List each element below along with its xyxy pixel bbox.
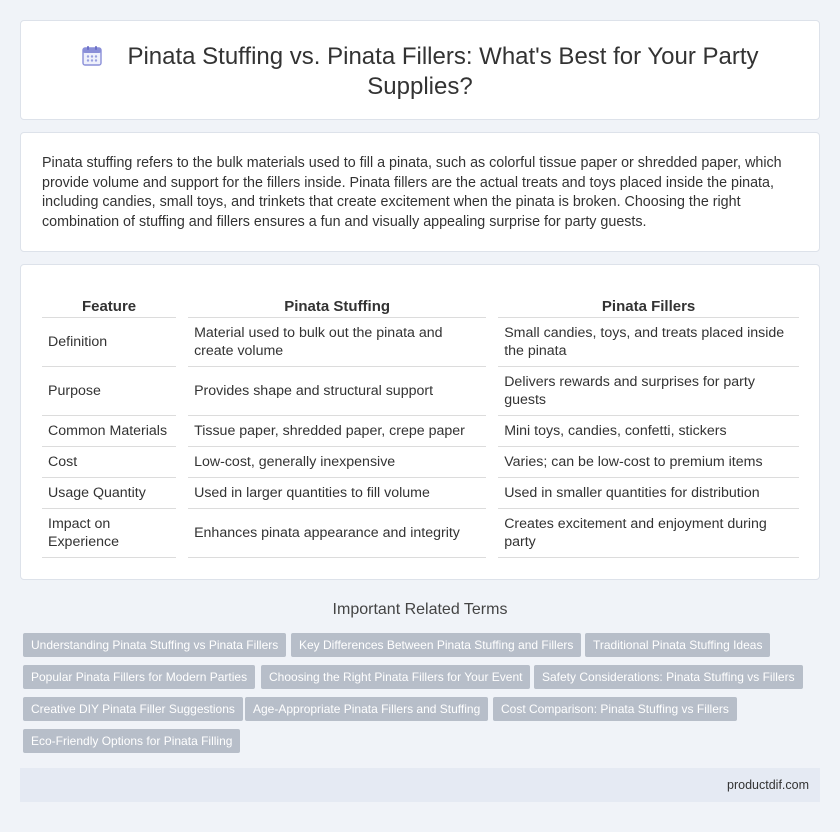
title-line-2: Supplies? xyxy=(367,73,473,100)
comparison-table xyxy=(42,294,799,558)
table-row xyxy=(42,447,799,478)
table-cell: Creates excitement and enjoyment during party xyxy=(498,509,799,558)
table-cell: Impact on Experience xyxy=(42,509,176,558)
table-cell: Varies; can be low-cost to premium items xyxy=(498,447,799,478)
related-term-tag[interactable]: Creative DIY Pinata Filler Suggestions xyxy=(23,697,243,721)
table-row xyxy=(42,478,799,509)
header-card xyxy=(20,20,820,120)
table-row xyxy=(42,367,799,416)
table-cell: Provides shape and structural support xyxy=(188,367,486,416)
table-cell: Used in smaller quantities for distribution xyxy=(498,478,799,509)
table-header-cell: Pinata Fillers xyxy=(498,294,799,318)
table-cell: Material used to bulk out the pinata and create volume xyxy=(188,318,486,367)
table-cell: Used in larger quantities to fill volume xyxy=(188,478,486,509)
table-header-cell: Pinata Stuffing xyxy=(188,294,486,318)
comparison-card xyxy=(20,264,820,580)
related-term-tag[interactable]: Key Differences Between Pinata Stuffing and Fillers xyxy=(291,633,581,657)
table-cell: Enhances pinata appearance and integrity xyxy=(188,509,486,558)
title-text-1: Pinata Stuffing vs. Pinata Fillers: What's Best for Your Party xyxy=(127,43,759,70)
footer xyxy=(20,768,820,802)
table-cell: Purpose xyxy=(42,367,176,416)
intro-paragraph: Pinata stuffing refers to the bulk materials used to fill a pinata, such as colorful tissue paper or shredded paper, which provide volume and support for the fillers inside. Pinata fillers are the actual treats and toys placed inside the pinata, including candies, small toys, and trinkets that create excitement when the pinata is broken. Choosing the right combination of stuffing and fillers ensures a fun and visually appealing surprise for party guests. xyxy=(42,155,782,230)
related-terms-title: Important Related Terms xyxy=(332,601,508,618)
title-line-1 xyxy=(21,42,819,72)
table-cell: Tissue paper, shredded paper, crepe paper xyxy=(188,416,486,447)
table-cell: Cost xyxy=(42,447,176,478)
table-cell: Mini toys, candies, confetti, stickers xyxy=(498,416,799,447)
related-term-tag[interactable]: Popular Pinata Fillers for Modern Parties xyxy=(23,665,255,689)
footer-site-link[interactable]: productdif.com xyxy=(727,778,809,792)
page-title xyxy=(21,42,819,102)
related-term-tag[interactable]: Cost Comparison: Pinata Stuffing vs Fillers xyxy=(493,697,737,721)
table-header-row xyxy=(42,294,799,318)
related-term-tag[interactable]: Safety Considerations: Pinata Stuffing vs Fillers xyxy=(534,665,803,689)
table-row xyxy=(42,318,799,367)
table-header-cell: Feature xyxy=(42,294,176,318)
table-cell: Definition xyxy=(42,318,176,367)
related-term-tag[interactable]: Traditional Pinata Stuffing Ideas xyxy=(585,633,770,657)
related-term-tag[interactable]: Understanding Pinata Stuffing vs Pinata Fillers xyxy=(23,633,286,657)
table-cell: Delivers rewards and surprises for party guests xyxy=(498,367,799,416)
table-row xyxy=(42,509,799,558)
related-term-tag[interactable]: Choosing the Right Pinata Fillers for Your Event xyxy=(261,665,530,689)
intro-card xyxy=(20,132,820,252)
table-row xyxy=(42,416,799,447)
table-cell: Usage Quantity xyxy=(42,478,176,509)
calendar-icon xyxy=(81,45,103,67)
table-cell: Low-cost, generally inexpensive xyxy=(188,447,486,478)
table-cell: Common Materials xyxy=(42,416,176,447)
table-cell: Small candies, toys, and treats placed inside the pinata xyxy=(498,318,799,367)
related-term-tag[interactable]: Eco-Friendly Options for Pinata Filling xyxy=(23,729,240,753)
related-term-tag[interactable]: Age-Appropriate Pinata Fillers and Stuffing xyxy=(245,697,488,721)
